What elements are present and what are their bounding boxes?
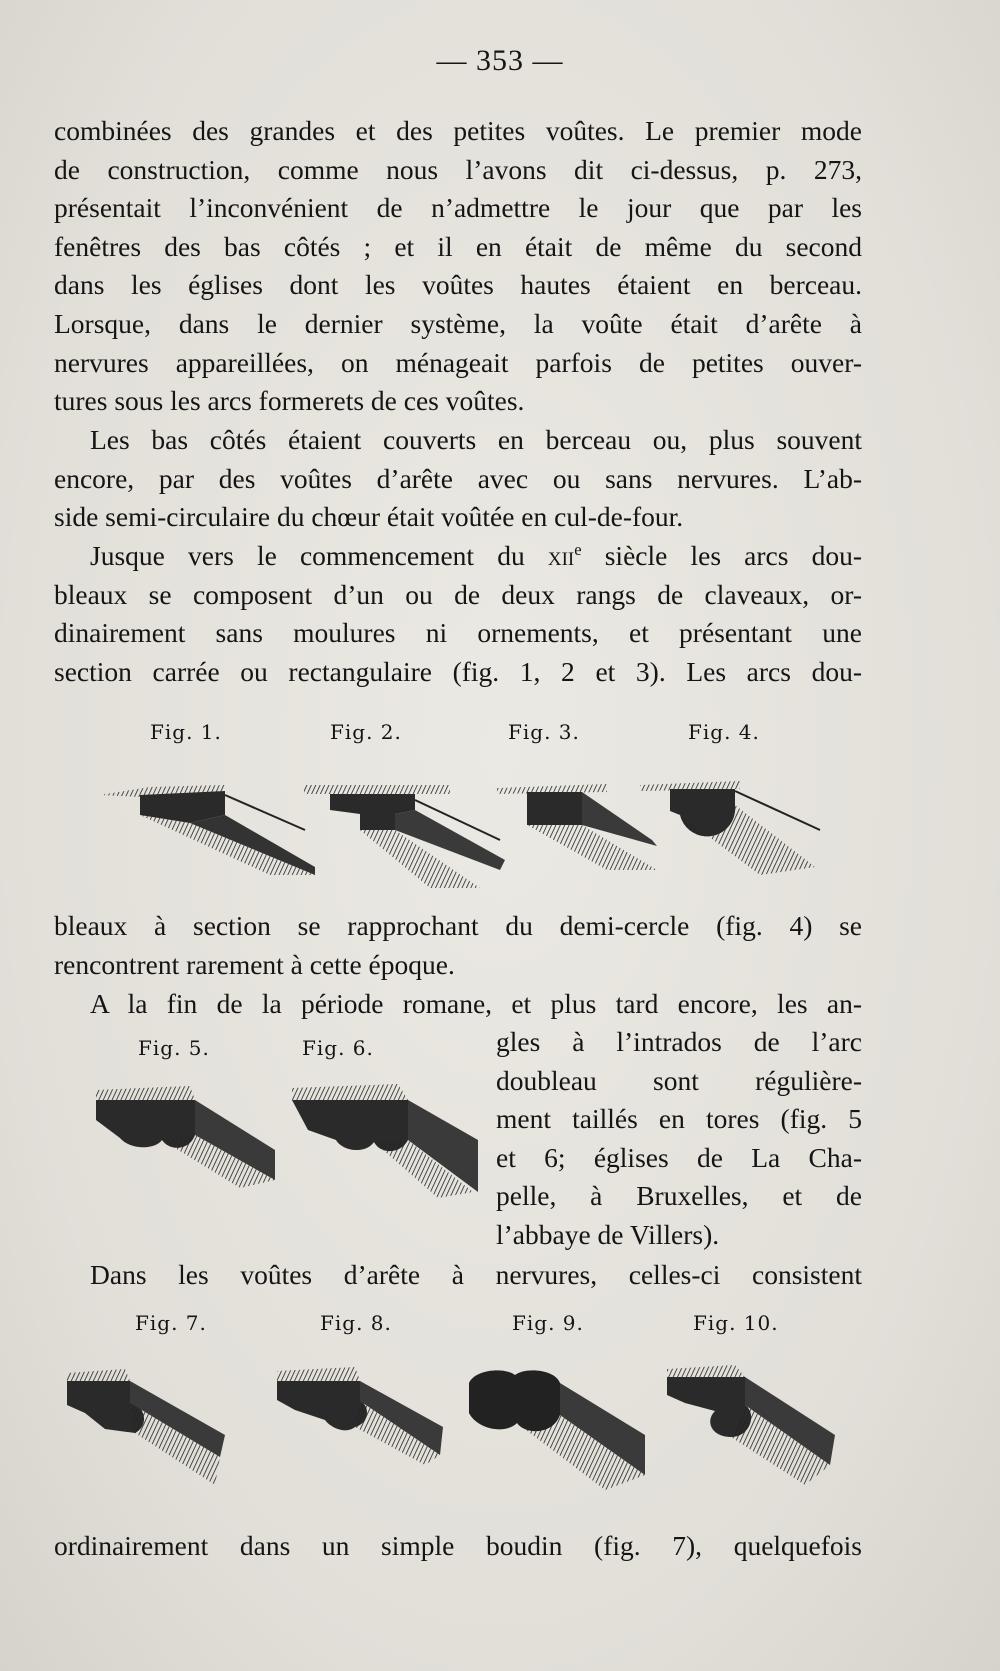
figure-label: Fig. 2. xyxy=(330,720,402,744)
text-fragment: siècle les arcs dou- xyxy=(581,540,862,571)
figure-8-engraving xyxy=(275,1365,450,1475)
text-line: rencontrent rarement à cette époque. xyxy=(54,948,455,980)
figure-label: Fig. 10. xyxy=(693,1311,779,1335)
text-line: ment taillés en tores (fig. 5 xyxy=(496,1103,862,1135)
figure-10-engraving xyxy=(665,1365,840,1490)
text-line: A la fin de la période romane, et plus tard encore, les an- xyxy=(90,988,862,1019)
figure-2-engraving xyxy=(300,780,515,900)
text-line xyxy=(54,537,862,576)
text-line: bleaux à section se rapprochant du demi-cercle (fig. 4) se xyxy=(54,910,862,941)
paragraph-4 xyxy=(54,907,862,984)
paragraph-2 xyxy=(54,421,862,537)
figure-label: Fig. 4. xyxy=(688,720,760,744)
figure-label: Fig. 7. xyxy=(135,1311,207,1335)
text-line: doubleau sont régulière- xyxy=(496,1064,862,1096)
paragraph-6 xyxy=(54,1256,862,1295)
text-line: l’abbaye de Villers). xyxy=(496,1218,720,1250)
side-paragraph xyxy=(496,1023,862,1255)
text-line: nervures appareillées, on ménageait parfois de petites ouver- xyxy=(54,346,862,378)
text-line: side semi-circulaire du chœur était voûtée en cul-de-four. xyxy=(54,501,684,533)
figure-label: Fig. 9. xyxy=(512,1311,584,1335)
text-line: dinairement sans moulures ni ornements, et présentant une xyxy=(54,617,862,649)
text-line: combinées des grandes et des petites voûtes. Le premier mode xyxy=(54,115,862,146)
superscript: e xyxy=(574,539,582,559)
text-line: Dans les voûtes d’arête à nervures, celles-ci consistent xyxy=(90,1259,862,1290)
text-line: dans les églises dont les voûtes hautes étaient en berceau. xyxy=(54,269,862,301)
text-line: bleaux se composent d’un ou de deux rangs de claveaux, or- xyxy=(54,578,862,610)
paragraph-3 xyxy=(54,537,862,691)
figure-4-engraving xyxy=(640,775,830,885)
text-line: encore, par des voûtes d’arête avec ou sans nervures. L’ab- xyxy=(54,462,862,494)
text-line: tures sous les arcs formerets de ces voûtes. xyxy=(54,385,525,417)
text-line: pelle, à Bruxelles, et de xyxy=(496,1180,862,1212)
text-line: Les bas côtés étaient couverts en berceau ou, plus souvent xyxy=(90,424,862,455)
paragraph-5 xyxy=(54,985,862,1024)
text-fragment: Jusque vers le commencement du xyxy=(90,540,548,571)
text-line: et 6; églises de La Cha- xyxy=(496,1141,862,1173)
figure-5-engraving xyxy=(90,1080,290,1190)
figure-7-engraving xyxy=(65,1365,235,1495)
text-line: présentait l’inconvénient de n’admettre le jour que par les xyxy=(54,192,862,224)
text-line: gles à l’intrados de l’arc xyxy=(496,1026,862,1057)
figure-6-engraving xyxy=(288,1080,488,1200)
text-line: ordinairement dans un simple boudin (fig. 7), quelquefois xyxy=(54,1530,862,1561)
page-number: — 353 — xyxy=(436,44,564,77)
figure-label: Fig. 6. xyxy=(302,1036,374,1060)
paragraph-7 xyxy=(54,1527,862,1566)
figure-label: Fig. 8. xyxy=(320,1311,392,1335)
roman-numeral: xii xyxy=(547,540,575,571)
paragraph-1 xyxy=(54,112,862,421)
text-line: Lorsque, dans le dernier système, la voûte était d’arête à xyxy=(54,307,862,339)
figure-label: Fig. 1. xyxy=(150,720,222,744)
figure-label: Fig. 3. xyxy=(508,720,580,744)
text-line: fenêtres des bas côtés ; et il en était de même du second xyxy=(54,230,862,262)
figure-9-engraving xyxy=(465,1365,655,1500)
text-line: section carrée ou rectangulaire (fig. 1, 2 et 3). Les arcs dou- xyxy=(54,655,862,687)
text-line: de construction, comme nous l’avons dit ci-dessus, p. 273, xyxy=(54,153,862,185)
figure-label: Fig. 5. xyxy=(138,1036,210,1060)
figure-1-engraving xyxy=(100,775,320,885)
